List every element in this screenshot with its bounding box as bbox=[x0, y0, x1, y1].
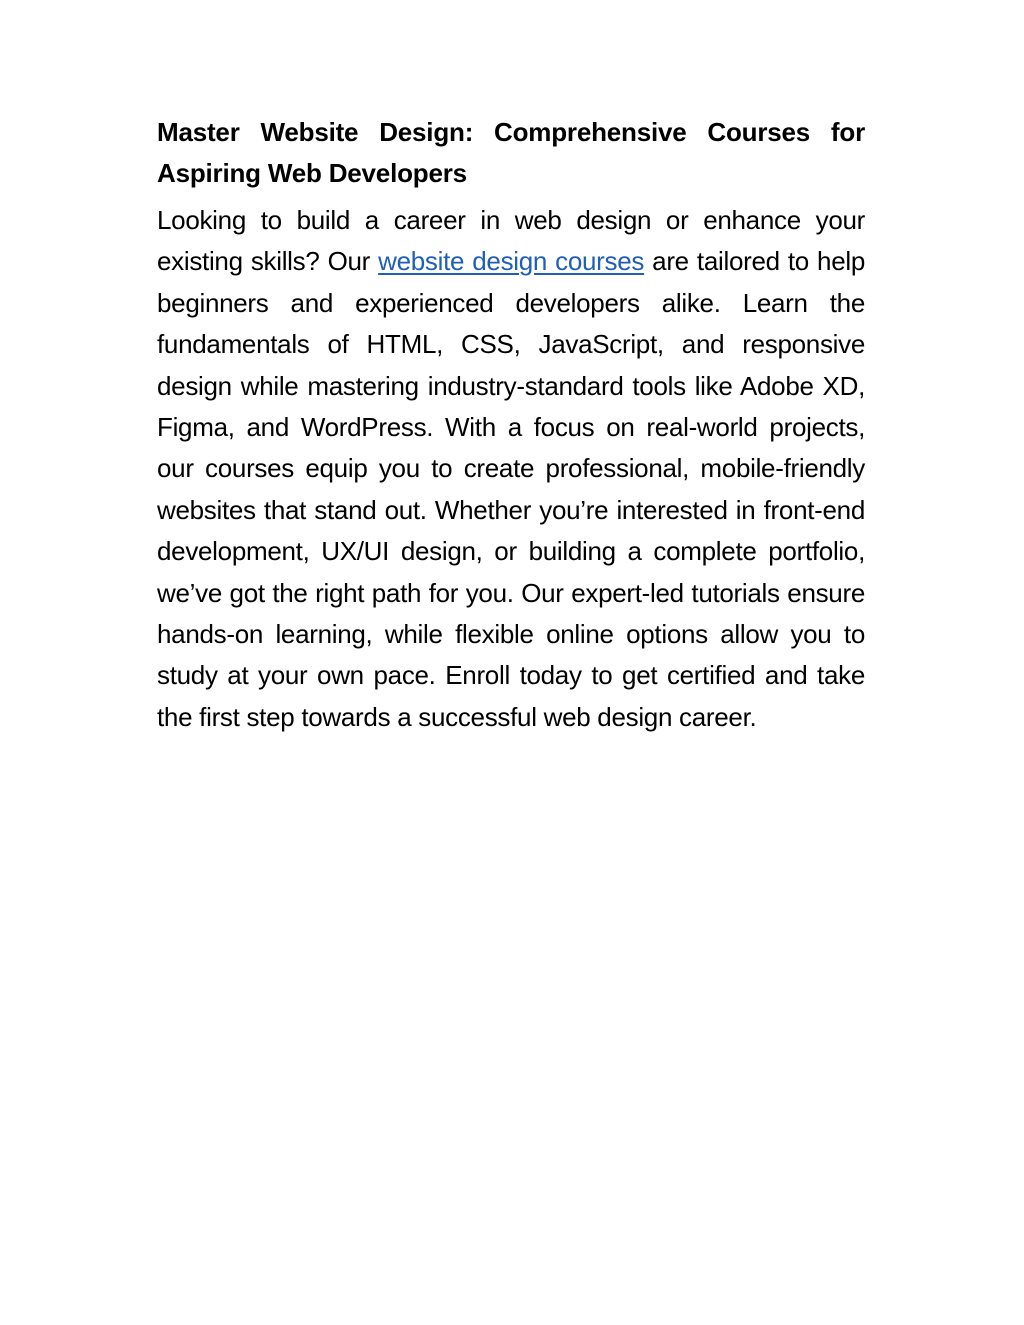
document-content bbox=[157, 112, 865, 738]
body-paragraph bbox=[157, 200, 865, 738]
document-title: Master Website Design: Comprehensive Courses for Aspiring Web Developers bbox=[157, 117, 865, 188]
paragraph-text-after-link: are tailored to help beginners and experienced developers alike. Learn the fundamentals of HTML, CSS, JavaScript, and responsive design while mastering industry-standard tools like Adobe XD, Figma, and WordPress. With a focus on real-world projects, our courses equip you to create professional, mobile-friendly websites that stand out. Whether you’re interested in front-end development, UX/UI design, or building a complete portfolio, we’ve got the right path for you. Our expert-led tutorials ensure hands-on learning, while flexible online options allow you to study at your own pace. Enroll today to get certified and take the first step towards a successful web design career. bbox=[157, 246, 865, 732]
website-design-courses-link[interactable]: website design courses bbox=[378, 246, 645, 277]
paragraph-text-before-link: Looking to build a career in web design or enhance your existing skills? Our bbox=[157, 205, 865, 277]
